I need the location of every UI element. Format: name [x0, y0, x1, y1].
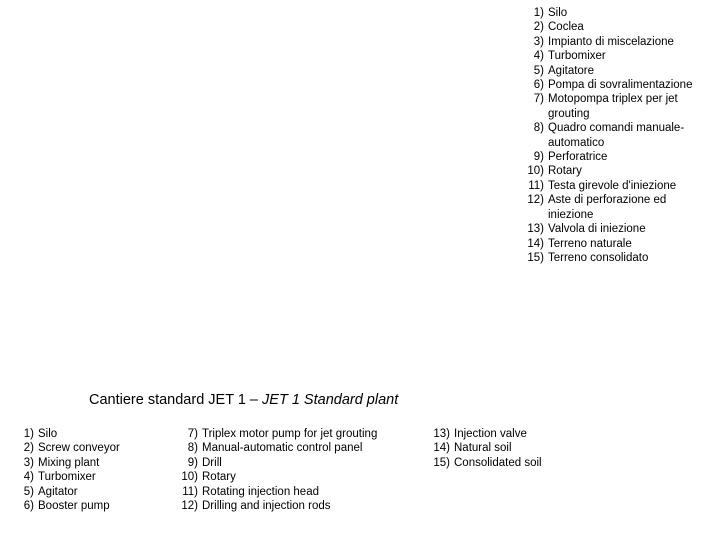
list-item: 15) Consolidated soil: [433, 456, 542, 469]
list-item: 11) Testa girevole d'iniezione: [528, 179, 677, 192]
list-item: 15) Terreno consolidato: [527, 251, 649, 264]
list-item: 5) Agitatore: [533, 64, 595, 77]
list-item: 11) Rotating injection head: [182, 485, 319, 498]
list-item: 2) Screw conveyor: [23, 442, 120, 455]
title-english: JET 1 Standard plant: [262, 392, 399, 408]
list-item: 7) Triplex motor pump for jet grouting: [187, 428, 378, 440]
list-item: 2) Coclea: [533, 21, 584, 34]
english-legend-column-2: [178, 427, 408, 513]
english-legend-column-3: [431, 427, 581, 470]
list-item: 4) Turbomixer: [23, 471, 96, 484]
list-item: 8) Quadro comandi manuale-automatico: [533, 122, 685, 149]
list-item: 9) Perforatrice: [533, 151, 608, 164]
list-item: 6) Booster pump: [23, 500, 110, 513]
list-item: 12) Drilling and injection rods: [181, 500, 331, 513]
list-item: 4) Turbomixer: [533, 50, 606, 63]
list-item: 3) Mixing plant: [23, 456, 100, 469]
list-item: 1) Silo: [23, 428, 58, 440]
list-item: 13) Injection valve: [433, 428, 527, 440]
list-item: 1) Silo: [533, 7, 568, 19]
list-item: 7) Motopompa triplex per jet grouting: [533, 93, 678, 120]
english-legend-column-1: [22, 427, 172, 513]
page-title: [89, 392, 398, 408]
list-item: 10) Rotary: [181, 471, 236, 484]
list-item: 3) Impianto di miscelazione: [533, 35, 674, 48]
list-item: 12) Aste di perforazione ed iniezione: [527, 194, 667, 221]
list-item: 10) Rotary: [527, 165, 582, 178]
list-item: 14) Natural soil: [433, 442, 512, 455]
italian-legend: [525, 6, 705, 265]
list-item: 6) Pompa di sovralimentazione: [533, 79, 693, 92]
list-item: 5) Agitator: [23, 485, 78, 498]
list-item: 13) Valvola di iniezione: [527, 223, 646, 236]
list-item: 8) Manual-automatic control panel: [187, 442, 363, 455]
list-item: 9) Drill: [187, 456, 222, 469]
title-italian: Cantiere standard JET 1 –: [89, 392, 263, 408]
list-item: 14) Terreno naturale: [527, 237, 632, 250]
